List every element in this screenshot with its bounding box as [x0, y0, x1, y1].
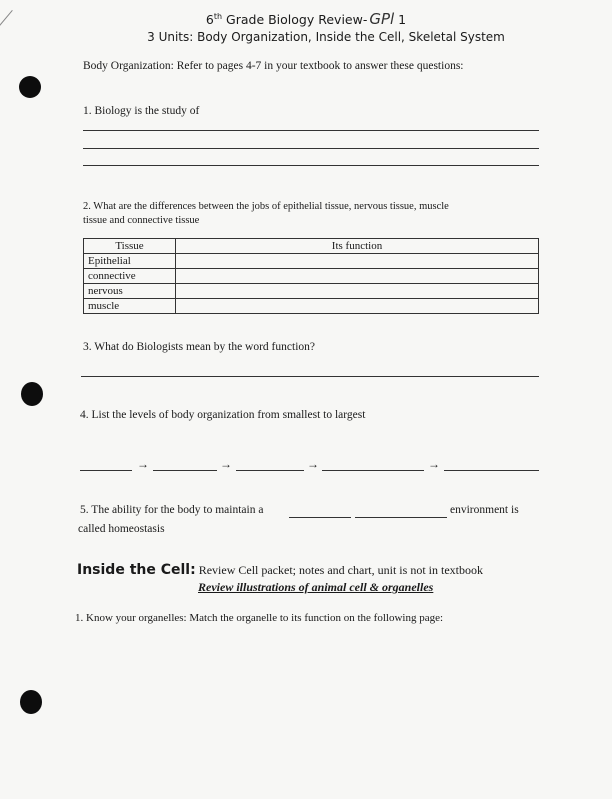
blank-level-3[interactable]	[236, 470, 304, 471]
function-cell[interactable]	[176, 299, 539, 314]
table-cell: Epithelial	[84, 254, 176, 269]
answer-line	[83, 148, 539, 149]
organelle-instruction: 1. Know your organelles: Match the organelle to its function on the following page:	[75, 612, 444, 624]
tissue-table	[83, 238, 539, 314]
blank-level-2[interactable]	[153, 470, 217, 471]
question-5-line2: called homeostasis	[78, 523, 165, 535]
question-5: 5. The ability for the body to maintain a	[80, 504, 264, 516]
blank-homeostasis-1[interactable]	[289, 517, 351, 518]
question-2: 2. What are the differences between the jobs of epithelial tissue, nervous tissue, muscle tissue and connective tissue	[83, 201, 449, 226]
function-cell[interactable]	[176, 254, 539, 269]
page-title: 6th Grade Biology Review- GPl 1	[205, 10, 407, 28]
blank-level-5[interactable]	[444, 470, 539, 471]
section-2-subheading: Review illustrations of animal cell & organelles	[198, 580, 434, 594]
function-cell[interactable]	[176, 269, 539, 284]
table-header: Its function	[176, 239, 539, 254]
punch-hole-middle	[21, 382, 43, 406]
section-2-note: Review Cell packet; notes and chart, unit is not in textbook	[195, 563, 483, 577]
arrow-icon: →	[307, 457, 319, 471]
arrow-icon: →	[220, 457, 232, 471]
punch-hole-top	[19, 76, 41, 98]
table-cell: muscle	[84, 299, 176, 314]
question-5-end: environment is	[450, 504, 519, 516]
section-2-heading: Inside the Cell:	[77, 562, 196, 578]
table-row	[84, 254, 539, 269]
table-row	[84, 269, 539, 284]
table-row	[84, 299, 539, 314]
arrow-icon: →	[137, 457, 149, 471]
punch-hole-bottom	[20, 690, 42, 714]
blank-homeostasis-2[interactable]	[355, 517, 447, 518]
question-3: 3. What do Biologists mean by the word function?	[83, 341, 315, 353]
answer-line	[83, 130, 539, 131]
function-cell[interactable]	[176, 284, 539, 299]
arrow-icon: →	[428, 457, 440, 471]
blank-level-1[interactable]	[80, 470, 132, 471]
table-cell: connective	[84, 269, 176, 284]
table-row	[84, 284, 539, 299]
handwritten-code: GPl	[369, 10, 395, 28]
answer-line	[83, 165, 539, 166]
question-4: 4. List the levels of body organization from smallest to largest	[80, 409, 366, 421]
question-1: 1. Biology is the study of	[83, 105, 200, 117]
section-2-heading-row	[77, 562, 483, 578]
table-cell: nervous	[84, 284, 176, 299]
table-header: Tissue	[84, 239, 176, 254]
answer-line	[81, 376, 539, 377]
page-subtitle: 3 Units: Body Organization, Inside the Cell, Skeletal System	[147, 30, 505, 44]
section-intro: Body Organization: Refer to pages 4-7 in your textbook to answer these questions:	[83, 60, 464, 72]
blank-level-4[interactable]	[322, 470, 424, 471]
